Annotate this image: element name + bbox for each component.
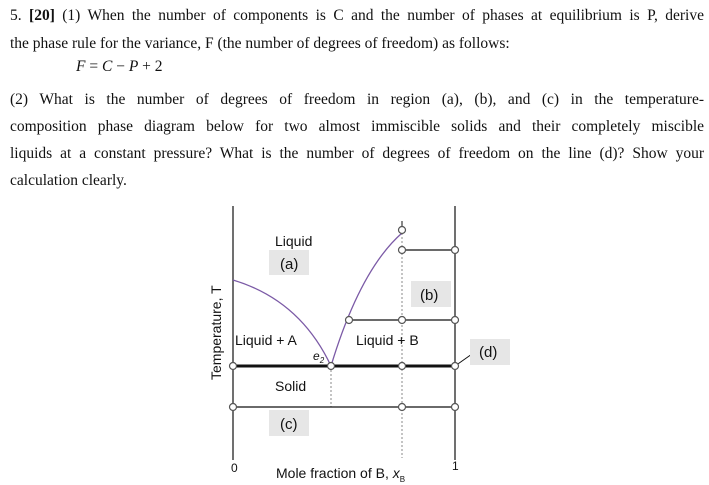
point-low-left (230, 404, 237, 411)
point-eutectic (328, 363, 335, 370)
point-upper-left (399, 247, 406, 254)
point-upper-right (452, 247, 459, 254)
label-a: (a) (280, 256, 299, 273)
label-b: (b) (420, 287, 439, 304)
point-mid-center (399, 317, 406, 324)
point-low-right (452, 404, 459, 411)
region-solid: Solid (275, 378, 307, 394)
point-mid-left (346, 317, 353, 324)
question-line-5: liquids at a constant pressure? What is the number of degrees of freedom on the line (d)? Show your (10, 145, 704, 162)
point-eutectic-right (452, 363, 459, 370)
question-points: [20] (29, 7, 55, 24)
question-line-3: (2) What is the number of degrees of freedom in region (a), (b), and (c) in the temperature- (10, 91, 704, 108)
point-low-center (399, 404, 406, 411)
x-min-label: 0 (231, 461, 238, 475)
point-pure-b-melting (399, 227, 406, 234)
point-eutectic-center (399, 363, 406, 370)
region-liquid-plus-a: Liquid + A (235, 332, 297, 348)
x-max-label: 1 (452, 459, 459, 473)
label-d: (d) (479, 344, 498, 361)
phase-rule-equation: F = C − P + 2 (76, 58, 163, 75)
question-line-2: the phase rule for the variance, F (the number of degrees of freedom) as follows: (10, 35, 510, 52)
label-c: (c) (280, 416, 298, 433)
question-line-4: composition phase diagram below for two almost immiscible solids and their completely miscible (10, 118, 704, 135)
question-number: 5. (10, 7, 22, 24)
eutectic-label: $e_2$ (313, 349, 325, 365)
point-eutectic-left (230, 363, 237, 370)
region-liquid: Liquid (275, 233, 313, 249)
region-liquid-plus-b: Liquid + B (356, 332, 419, 348)
y-axis-label: Temperature, T (208, 285, 224, 380)
point-mid-right (452, 317, 459, 324)
x-axis-label: Mole fraction of B, $x_B$ (276, 465, 406, 484)
question-line-6: calculation clearly. (10, 172, 127, 189)
question-part1-text: (1) When the number of components is C and the number of phases at equilibrium is P, derive (62, 7, 704, 24)
